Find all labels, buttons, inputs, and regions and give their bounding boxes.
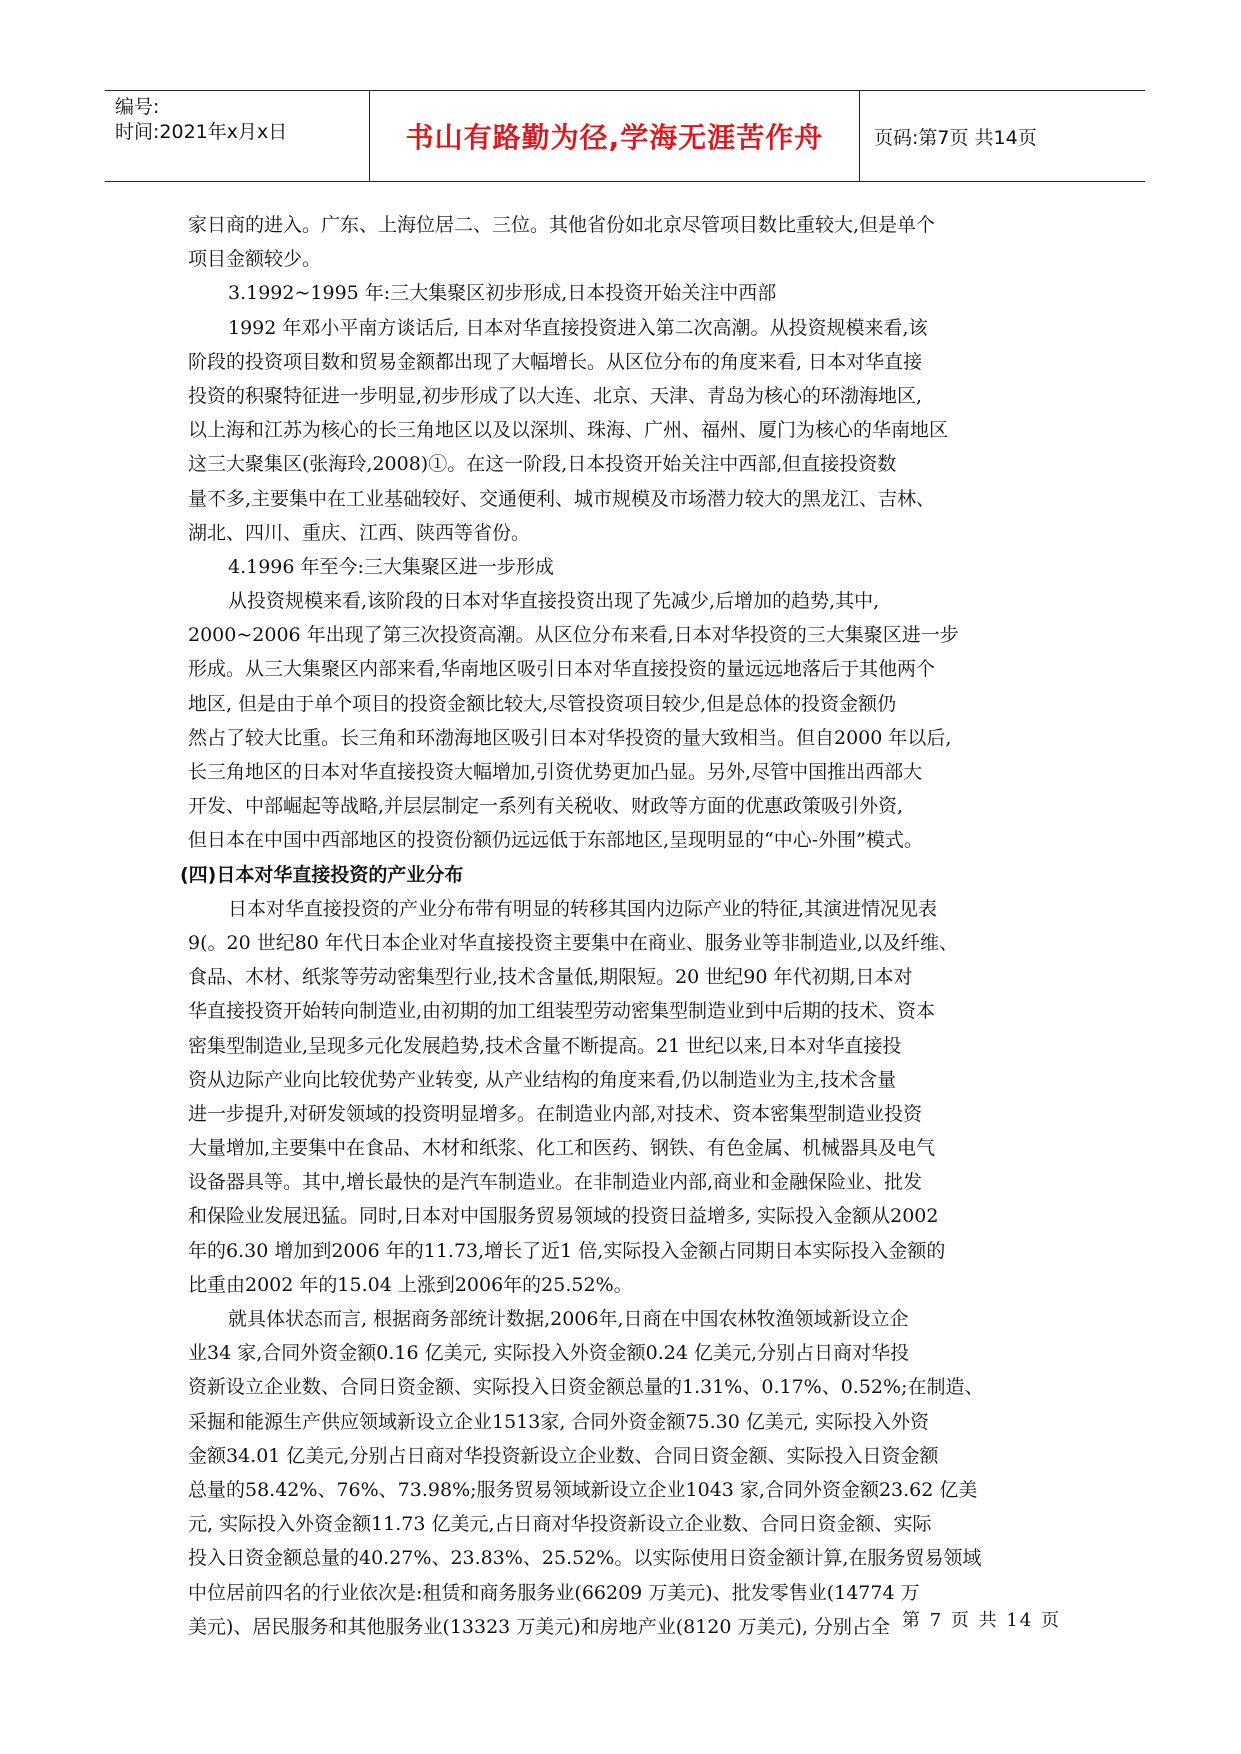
header-page-label: 页码:第7页 共14页 xyxy=(874,126,1037,149)
body-text-line: 日本对华直接投资的产业分布带有明显的转移其国内边际产业的特征,其演进情况见表 xyxy=(228,897,938,920)
header-meta xyxy=(105,91,370,181)
body-text-line: 密集型制造业,呈现多元化发展趋势,技术含量不断提高。21 世纪以来,日本对华直接投 xyxy=(188,1034,902,1057)
body-text-line: 项目金额较少。 xyxy=(188,248,322,271)
body-text-line: 4.1996 年至今:三大集聚区进一步形成 xyxy=(228,555,554,578)
body-text-line: 以上海和江苏为核心的长三角地区以及以深圳、珠海、广州、福州、厦门为核心的华南地区 xyxy=(188,419,949,442)
body-text-line: 但日本在中国中西部地区的投资份额仍远远低于东部地区,呈现明显的“中心-外围”模式。 xyxy=(188,829,923,852)
page-header xyxy=(105,90,1145,182)
body-text-line: 华直接投资开始转向制造业,由初期的加工组装型劳动密集型制造业到中后期的技术、资本 xyxy=(188,1000,936,1023)
body-text-line: 阶段的投资项目数和贸易金额都出现了大幅增长。从区位分布的角度来看, 日本对华直接 xyxy=(188,350,923,373)
body-text-line: 1992 年邓小平南方谈话后, 日本对华直接投资进入第二次高潮。从投资规模来看,该 xyxy=(228,316,928,339)
body-text-line: 金额34.01 亿美元,分别占日商对华投资新设立企业数、合同日资金额、实际投入日资金额 xyxy=(188,1444,939,1467)
page-footer: 第 7 页 共 14 页 xyxy=(902,1610,1061,1631)
body-text-line: 3.1992~1995 年:三大集聚区初步形成,日本投资开始关注中西部 xyxy=(228,282,777,305)
body-text-line: 9(。20 世纪80 年代日本企业对华直接投资主要集中在商业、服务业等非制造业,以及纤维、 xyxy=(188,931,958,954)
body-text-line: 家日商的进入。广东、上海位居二、三位。其他省份如北京尽管项目数比重较大,但是单个 xyxy=(188,214,936,236)
body-text-line: 形成。从三大集聚区内部来看,华南地区吸引日本对华直接投资的量远远地落后于其他两个 xyxy=(188,658,936,681)
body-text-line: 从投资规模来看,该阶段的日本对华直接投资出现了先减少,后增加的趋势,其中, xyxy=(228,590,880,613)
body-text-line: 这三大聚集区(张海玲,2008)①。在这一阶段,日本投资开始关注中西部,但直接投资数 xyxy=(188,453,897,476)
body-text-line: 采掘和能源生产供应领域新设立企业1513家, 合同外资金额75.30 亿美元, 实际投入外资 xyxy=(188,1410,929,1433)
body-text-line: 和保险业发展迅猛。同时,日本对中国服务贸易领域的投资日益增多, 实际投入金额从2002 xyxy=(188,1205,939,1228)
document-body xyxy=(180,208,1058,1644)
body-text-line: 投资的积聚特征进一步明显,初步形成了以大连、北京、天津、青岛为核心的环渤海地区, xyxy=(188,384,923,407)
body-text-line: 地区, 但是由于单个项目的投资金额比较大,尽管投资项目较少,但是总体的投资金额仍 xyxy=(188,692,897,715)
body-text-line: 业34 家,合同外资金额0.16 亿美元, 实际投入外资金额0.24 亿美元,分别占日商对华投 xyxy=(188,1342,910,1365)
body-text-line: 然占了较大比重。长三角和环渤海地区吸引日本对华投资的量大致相当。但自2000 年以后, xyxy=(188,726,952,749)
body-text-line: 开发、中部崛起等战略,并层层制定一系列有关税收、财政等方面的优惠政策吸引外资, xyxy=(188,795,904,818)
body-text-line: 就具体状态而言, 根据商务部统计数据,2006年,日商在中国农林牧渔领域新设立企 xyxy=(228,1308,909,1330)
body-text-line: 湖北、四川、重庆、江西、陕西等省份。 xyxy=(188,521,531,544)
body-text-line: 长三角地区的日本对华直接投资大幅增加,引资优势更加凸显。另外,尽管中国推出西部大 xyxy=(188,761,923,783)
body-text-line: 设备器具等。其中,增长最快的是汽车制造业。在非制造业内部,商业和金融保险业、批发 xyxy=(188,1171,923,1194)
body-text-line: 大量增加,主要集中在食品、木材和纸浆、化工和医药、钢铁、有色金属、机械器具及电气 xyxy=(188,1137,936,1160)
header-motto: 书山有路勤为径,学海无涯苦作舟 xyxy=(370,91,860,181)
body-text-line: 元, 实际投入外资金额11.73 亿美元,占日商对华投资新设立企业数、合同日资金额、实际 xyxy=(188,1513,932,1536)
body-text-line: 投入日资金额总量的40.27%、23.83%、25.52%。以实际使用日资金额计算,在服务贸易领域 xyxy=(188,1547,982,1570)
section-heading: (四)日本对华直接投资的产业分布 xyxy=(180,863,464,886)
body-text-line: 美元)、居民服务和其他服务业(13323 万美元)和房地产业(8120 万美元), 分别占全 xyxy=(188,1615,891,1638)
body-text-line: 食品、木材、纸浆等劳动密集型行业,技术含量低,期限短。20 世纪90 年代初期,日本对 xyxy=(188,966,913,989)
body-text-line: 中位居前四名的行业依次是:租赁和商务服务业(66209 万美元)、批发零售业(14774 万 xyxy=(188,1581,920,1604)
body-text-line: 比重由2002 年的15.04 上涨到2006年的25.52%。 xyxy=(188,1273,633,1296)
body-text-line: 量不多,主要集中在工业基础较好、交通便利、城市规模及市场潜力较大的黑龙江、吉林、 xyxy=(188,487,936,510)
document-time-label: 时间:2021年x月x日 xyxy=(115,121,288,143)
body-text-line: 进一步提升,对研发领域的投资明显增多。在制造业内部,对技术、资本密集型制造业投资 xyxy=(188,1102,923,1125)
document-number-label: 编号: xyxy=(115,96,160,118)
body-text-line: 年的6.30 增加到2006 年的11.73,增长了近1 倍,实际投入金额占同期日本实际投入金额的 xyxy=(188,1239,946,1262)
body-text-line: 总量的58.42%、76%、73.98%;服务贸易领域新设立企业1043 家,合同外资金额23.62 亿美 xyxy=(188,1478,978,1501)
body-text-line: 资从边际产业向比较优势产业转变, 从产业结构的角度来看,仍以制造业为主,技术含量 xyxy=(188,1068,897,1091)
body-text-line: 2000~2006 年出现了第三次投资高潮。从区位分布来看,日本对华投资的三大集聚区进一步 xyxy=(188,624,959,647)
body-text-line: 资新设立企业数、合同日资金额、实际投入日资金额总量的1.31%、0.17%、0.52%;在制造、 xyxy=(188,1376,984,1399)
